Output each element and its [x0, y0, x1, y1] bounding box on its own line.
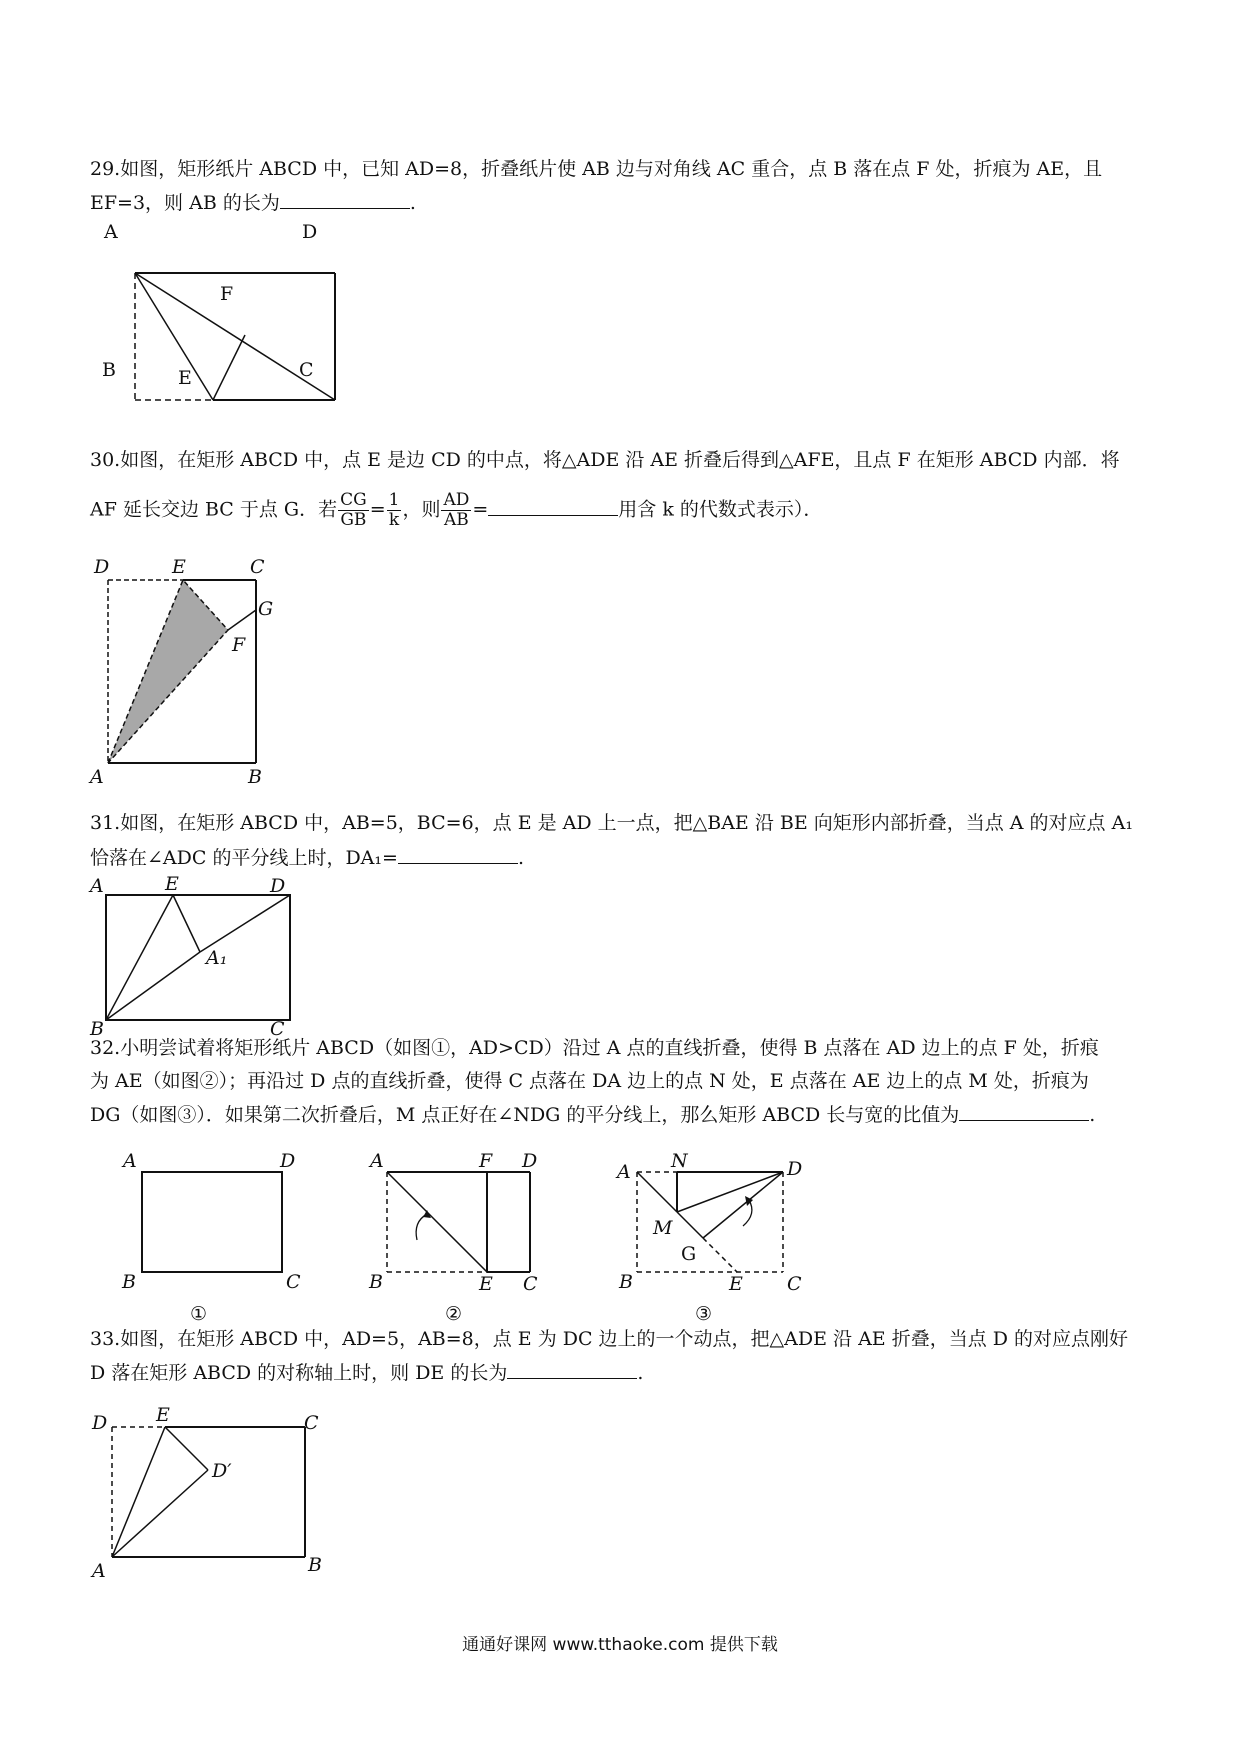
q30-frac3-den: AB [444, 510, 469, 530]
q30-line2-end: 用含 k 的代数式表示）． [618, 498, 823, 521]
q32-fig3-label-N: N [671, 1150, 688, 1172]
q33-line2-text: D 落在矩形 ABCD 的对称轴上时，则 DE 的长为 [90, 1362, 508, 1384]
q31-label-E: E [165, 873, 179, 895]
q32-fig3-segment-MG [677, 1212, 703, 1238]
q32-fig1-caption: ① [190, 1303, 208, 1325]
q33-label-B: B [308, 1554, 322, 1576]
q29-label-B: B [102, 359, 116, 381]
q29-label-C: C [299, 359, 314, 381]
q32-fig3-caption: ③ [695, 1303, 713, 1325]
q32-line1: 32.小明尝试着将矩形纸片 ABCD（如图①，AD>CD）沿过 A 点的直线折叠，使得 B 点落在 AD 边上的点 F 处，折痕 [90, 1037, 1099, 1059]
q30-frac1-den: GB [340, 510, 367, 530]
q31-segment-BE [106, 895, 173, 1020]
q32-fig2-crease-AE [387, 1172, 487, 1272]
q32-fig3-segment-GE-dashed [703, 1238, 737, 1272]
q32-line3-text: DG（如图③）．如果第二次折叠后，M 点正好在∠NDG 的平分线上，那么矩形 ABCD 长与宽的比值为 [90, 1104, 960, 1126]
q29-answer-blank [280, 190, 410, 209]
q30-segment-FG [228, 610, 256, 630]
q30-line1: 30.如图，在矩形 ABCD 中，点 E 是边 CD 的中点，将△ADE 沿 AE 折叠后得到△AFE，且点 F 在矩形 ABCD 内部．将 [90, 449, 1120, 471]
q33-label-D-prime: D′ [212, 1460, 232, 1482]
q32-figure-3 [615, 1150, 825, 1325]
q33-line2-end: . [637, 1362, 644, 1384]
q31-line2 [90, 845, 524, 870]
q32-line2: 为 AE（如图②）；再沿过 D 点的直线折叠，使得 C 点落在 DA 边上的点 N 处，E 点落在 AE 边上的点 M 处，折痕为 [90, 1070, 1089, 1092]
q29-label-D: D [302, 221, 318, 243]
q30-line2-text: AF 延长交边 BC 于点 G．若 [90, 498, 338, 521]
q32-fig2-label-A: A [370, 1150, 384, 1172]
q32-fig3-label-C: C [787, 1273, 802, 1295]
q32-fig1-label-A: A [123, 1150, 137, 1172]
q32-fig3-segment-MD [677, 1172, 783, 1212]
q33-label-A: A [92, 1560, 106, 1582]
q33-label-E: E [156, 1404, 170, 1426]
q31-segment-EA1 [173, 895, 200, 952]
q32-fig2-label-F: F [479, 1150, 493, 1172]
q30-fraction-1-k [387, 491, 402, 530]
q32-fig3-label-D: D [787, 1158, 803, 1180]
q30-shaded-triangle-AEF [108, 580, 228, 763]
page-footer: 通通好课网 www.tthaoke.com 提供下载 [462, 1635, 778, 1655]
q32-fig1-label-C: C [286, 1271, 301, 1293]
q31-line2-text: 恰落在∠ADC 的平分线上时，DA₁= [90, 847, 398, 869]
q30-eq2: = [472, 498, 489, 521]
q29-label-A: A [104, 221, 118, 243]
q31-answer-blank [398, 845, 518, 864]
q31-rectangle-ABCD [106, 895, 290, 1020]
q33-label-C: C [304, 1412, 319, 1434]
q32-fig2-fold-arrow-icon [416, 1214, 427, 1240]
q30-frac3-num: AD [443, 490, 470, 510]
q33-line2 [90, 1360, 643, 1385]
q33-line1: 33.如图，在矩形 ABCD 中，AD=5，AB=8，点 E 为 DC 边上的一个动点，把△ADE 沿 AE 折叠，当点 D 的对应点刚好 [90, 1328, 1129, 1350]
q30-frac2-num: 1 [388, 490, 400, 510]
q30-line2-mid: ，则 [402, 498, 441, 521]
q30-label-A: A [90, 766, 104, 788]
q30-label-G: G [258, 598, 274, 620]
q32-fig1-label-D: D [280, 1150, 296, 1172]
q31-label-D: D [270, 875, 286, 897]
q29-line2-text: EF=3，则 AB 的长为 [90, 192, 280, 214]
q30-fraction-cg-gb [338, 491, 369, 530]
q33-label-D: D [92, 1412, 108, 1434]
q31-line1: 31.如图，在矩形 ABCD 中，AB=5，BC=6，点 E 是 AD 上一点，把△BAE 沿 BE 向矩形内部折叠，当点 A 的对应点 A₁ [90, 812, 1133, 834]
q29-label-E: E [178, 367, 192, 389]
q32-fig3-segment-AM [637, 1172, 677, 1212]
q30-fraction-ad-ab [441, 491, 471, 530]
q30-line2 [90, 491, 822, 530]
q29-figure [100, 221, 360, 430]
q32-line3-end: . [1089, 1104, 1096, 1126]
q32-line3 [90, 1102, 1095, 1127]
q31-segment-BA1 [106, 952, 200, 1020]
q32-fig3-label-M: M [653, 1217, 673, 1239]
q29-line1: 29.如图，矩形纸片 ABCD 中，已知 AD=8，折叠纸片使 AB 边与对角线 AC 重合，点 B 落在点 F 处，折痕为 AE，且 [90, 158, 1103, 180]
q30-label-D: D [94, 556, 110, 578]
q31-label-A: A [90, 875, 104, 897]
q33-segment-ED-prime [165, 1427, 208, 1470]
q29-line2-end: . [409, 192, 416, 214]
q31-label-B: B [90, 1018, 104, 1040]
q32-fig1-rectangle [142, 1172, 282, 1272]
q31-line2-end: . [517, 847, 524, 869]
q32-fig2-label-D: D [522, 1150, 538, 1172]
q32-fig3-crease-DG [703, 1172, 783, 1238]
q32-fig3-label-G: G [681, 1243, 697, 1265]
q31-label-A1: A₁ [206, 947, 228, 969]
q33-segment-AD-prime [112, 1470, 208, 1557]
q30-label-C: C [250, 556, 265, 578]
q29-line2 [90, 190, 416, 215]
q30-label-F: F [232, 634, 246, 656]
q32-fig2-label-C: C [523, 1273, 538, 1295]
q32-figure-1 [120, 1150, 310, 1325]
q31-figure [90, 873, 310, 1040]
q30-eq1: = [369, 498, 386, 521]
q33-answer-blank [507, 1360, 637, 1379]
q30-figure [90, 555, 290, 788]
q32-fig2-label-B: B [369, 1271, 383, 1293]
q30-frac2-den: k [388, 510, 400, 530]
q29-segment-EF [213, 335, 245, 400]
q32-fig3-label-E: E [729, 1273, 743, 1295]
q33-figure [90, 1405, 330, 1580]
q32-figure-2 [365, 1150, 565, 1325]
q31-label-C: C [270, 1018, 285, 1040]
q32-fig1-label-B: B [122, 1271, 136, 1293]
q30-label-E: E [172, 556, 186, 578]
q29-crease-AE [135, 273, 213, 400]
q30-label-B: B [248, 766, 262, 788]
q30-answer-blank [488, 497, 618, 516]
q29-label-F: F [220, 283, 234, 305]
q33-crease-AE [112, 1427, 165, 1557]
q32-fig3-label-B: B [619, 1271, 633, 1293]
q31-bisector-DA1 [200, 895, 290, 952]
q32-fig2-label-E: E [479, 1273, 493, 1295]
q32-fig3-label-A: A [617, 1161, 631, 1183]
q30-frac1-num: CG [340, 490, 367, 510]
q32-fig2-caption: ② [445, 1303, 463, 1325]
q32-answer-blank [959, 1102, 1089, 1121]
